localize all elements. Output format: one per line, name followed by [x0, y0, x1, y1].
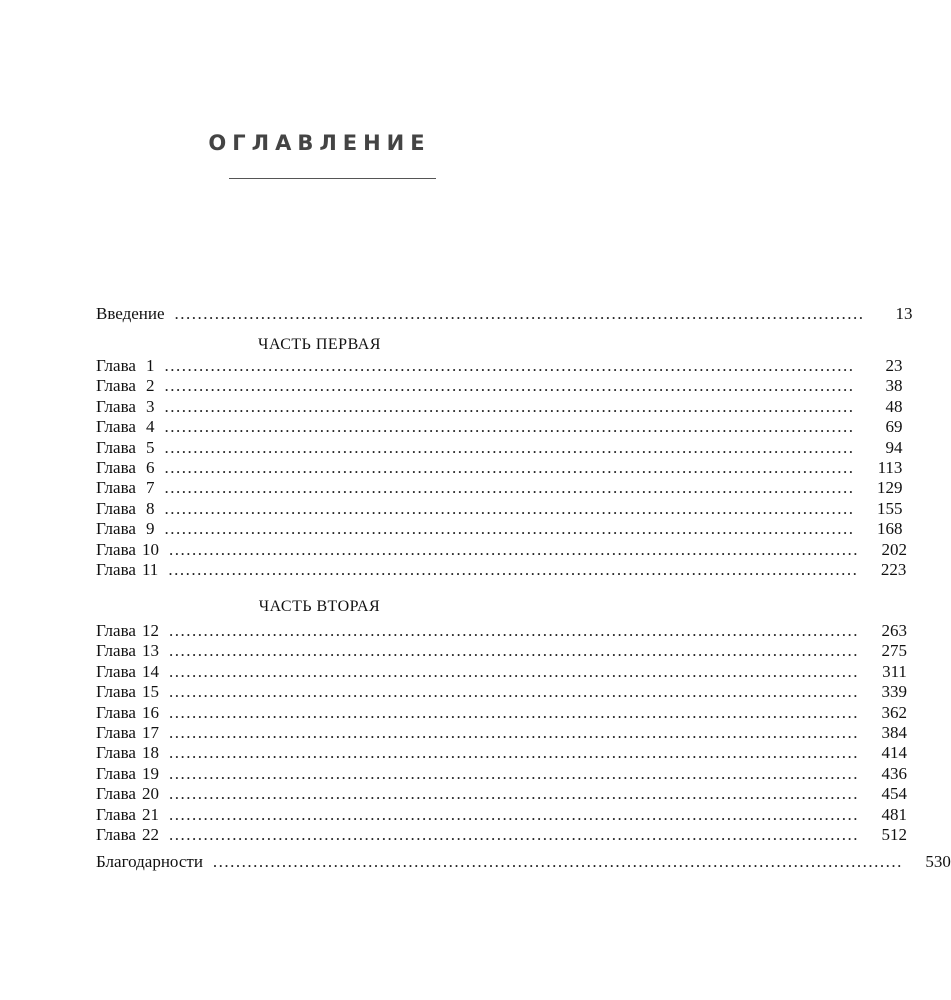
entry-label: Глава [96, 621, 136, 640]
entry-page: 311 [882, 661, 907, 681]
entry-label: Глава [96, 661, 136, 681]
toc-entry-chapter[interactable] [96, 519, 903, 539]
entry-page: 69 [885, 417, 903, 437]
entry-label: Глава [96, 825, 136, 844]
dot-leader: ........................................................................................................................ [168, 723, 859, 742]
entry-page: 202 [881, 539, 907, 559]
chapter-number: 20 [141, 784, 159, 804]
chapter-number: 18 [141, 743, 159, 763]
dot-leader: ........................................................................................................................ [168, 682, 859, 702]
chapter-number: 16 [141, 702, 159, 722]
dot-leader: ........................................................................................................................ [212, 852, 903, 871]
toc-entry-chapter[interactable] [96, 458, 903, 478]
entry-label: Глава [96, 498, 136, 518]
entry-page: 48 [885, 396, 903, 416]
entry-label: Глава [96, 641, 136, 661]
entry-page: 436 [881, 763, 907, 783]
entry-label: Глава [96, 437, 136, 457]
entry-label: Глава [96, 519, 136, 539]
toc-entry-chapter[interactable] [96, 743, 907, 763]
entry-label: Глава [96, 804, 136, 824]
dot-leader: ........................................................................................................................ [174, 304, 865, 323]
entry-page: 13 [895, 304, 913, 323]
dot-leader: ........................................................................................................................ [164, 458, 855, 477]
toc-entry-chapter[interactable] [96, 356, 903, 376]
dot-leader: ........................................................................................................................ [164, 417, 855, 437]
dot-leader: ........................................................................................................................ [168, 743, 859, 763]
dot-leader: ........................................................................................................................ [168, 804, 859, 824]
entry-label: Глава [96, 682, 136, 702]
dot-leader: ........................................................................................................................ [164, 437, 855, 457]
chapter-number: 17 [141, 723, 159, 742]
chapter-number: 22 [141, 825, 159, 844]
toc-entry-chapter[interactable] [96, 539, 907, 560]
entry-page: 530 [925, 852, 951, 871]
toc-entry-chapter[interactable] [96, 560, 907, 580]
chapter-number: 1 [145, 356, 155, 375]
entry-label: Глава [96, 417, 136, 437]
toc-entry-chapter[interactable] [96, 763, 907, 784]
dot-leader: ........................................................................................................................ [168, 621, 859, 640]
dot-leader: ........................................................................................................................ [168, 661, 859, 681]
chapter-number: 21 [141, 804, 159, 824]
toc-entry-chapter[interactable] [96, 723, 907, 743]
dot-leader: ........................................................................................................................ [164, 519, 855, 539]
entry-page: 414 [881, 743, 907, 763]
entry-label: Глава [96, 356, 136, 375]
dot-leader: ........................................................................................................................ [164, 356, 855, 375]
toc-entry-chapter[interactable] [96, 784, 907, 804]
dot-leader: ........................................................................................................................ [164, 396, 855, 416]
entry-page: 129 [876, 478, 903, 498]
dot-leader: ........................................................................................................................ [168, 560, 859, 579]
entry-page: 94 [885, 437, 903, 457]
entry-label: Глава [96, 478, 136, 498]
entry-page: 481 [881, 804, 907, 824]
toc-entry-chapter[interactable] [96, 396, 903, 417]
entry-label: Глава [96, 723, 136, 742]
toc-entry-thanks[interactable] [96, 852, 951, 872]
entry-label: Введение [96, 304, 165, 323]
entry-page: 275 [881, 641, 907, 661]
entry-label: Глава [96, 539, 136, 559]
entry-page: 362 [881, 702, 907, 722]
entry-page: 339 [881, 682, 907, 702]
entry-page: 113 [877, 458, 903, 477]
dot-leader: ........................................................................................................................ [168, 825, 859, 844]
entry-page: 512 [881, 825, 907, 844]
chapter-number: 5 [145, 437, 155, 457]
toc-entry-chapter[interactable] [96, 661, 907, 682]
chapter-number: 19 [141, 763, 159, 783]
chapter-number: 2 [145, 376, 155, 396]
entry-label: Глава [96, 784, 136, 804]
toc-entry-chapter[interactable] [96, 376, 903, 396]
chapter-number: 13 [141, 641, 159, 661]
title-divider [229, 178, 436, 179]
entry-label: Глава [96, 743, 136, 763]
dot-leader: ........................................................................................................................ [164, 478, 855, 498]
toc-entry-chapter[interactable] [96, 498, 903, 519]
entry-label: Глава [96, 702, 136, 722]
dot-leader: ........................................................................................................................ [164, 498, 855, 518]
entry-page: 23 [885, 356, 903, 375]
chapter-number: 3 [145, 396, 155, 416]
part-two-heading: ЧАСТЬ ВТОРАЯ [258, 598, 381, 615]
chapter-number: 15 [141, 682, 159, 702]
entry-label: Глава [96, 396, 136, 416]
chapter-number: 9 [145, 519, 155, 539]
toc-entry-chapter[interactable] [96, 478, 903, 498]
toc-entry-chapter[interactable] [96, 417, 903, 437]
toc-entry-chapter[interactable] [96, 437, 903, 458]
toc-entry-chapter[interactable] [96, 641, 907, 661]
dot-leader: ........................................................................................................................ [168, 763, 859, 783]
chapter-number: 11 [141, 560, 159, 579]
dot-leader: ........................................................................................................................ [168, 702, 859, 722]
chapter-number: 6 [145, 458, 155, 477]
chapter-number: 10 [141, 539, 159, 559]
dot-leader: ........................................................................................................................ [168, 784, 859, 804]
entry-label: Глава [96, 458, 136, 477]
chapter-number: 14 [141, 661, 159, 681]
entry-page: 263 [881, 621, 907, 640]
dot-leader: ........................................................................................................................ [168, 539, 859, 559]
dot-leader: ........................................................................................................................ [164, 376, 855, 396]
part-one-heading: ЧАСТЬ ПЕРВАЯ [258, 336, 381, 353]
toc-entry-intro[interactable] [96, 304, 913, 324]
toc-entry-chapter[interactable] [96, 804, 907, 825]
entry-label: Глава [96, 763, 136, 783]
entry-page: 38 [885, 376, 903, 396]
entry-label: Глава [96, 376, 136, 396]
toc-entry-chapter[interactable] [96, 682, 907, 702]
entry-page: 168 [876, 519, 903, 539]
page-title: ОГЛАВЛЕНИЕ [208, 131, 431, 155]
chapter-number: 4 [145, 417, 155, 437]
entry-page: 454 [881, 784, 907, 804]
entry-label: Глава [96, 560, 136, 579]
chapter-number: 12 [141, 621, 159, 640]
toc-entry-chapter[interactable] [96, 702, 907, 723]
entry-label: Благодарности [96, 852, 203, 871]
chapter-number: 8 [145, 498, 155, 518]
entry-page: 223 [880, 560, 907, 579]
entry-page: 384 [881, 723, 907, 742]
dot-leader: ........................................................................................................................ [168, 641, 859, 661]
toc-entry-chapter[interactable] [96, 825, 907, 845]
toc-entry-chapter[interactable] [96, 621, 907, 641]
chapter-number: 7 [145, 478, 155, 498]
entry-page: 155 [876, 498, 903, 518]
